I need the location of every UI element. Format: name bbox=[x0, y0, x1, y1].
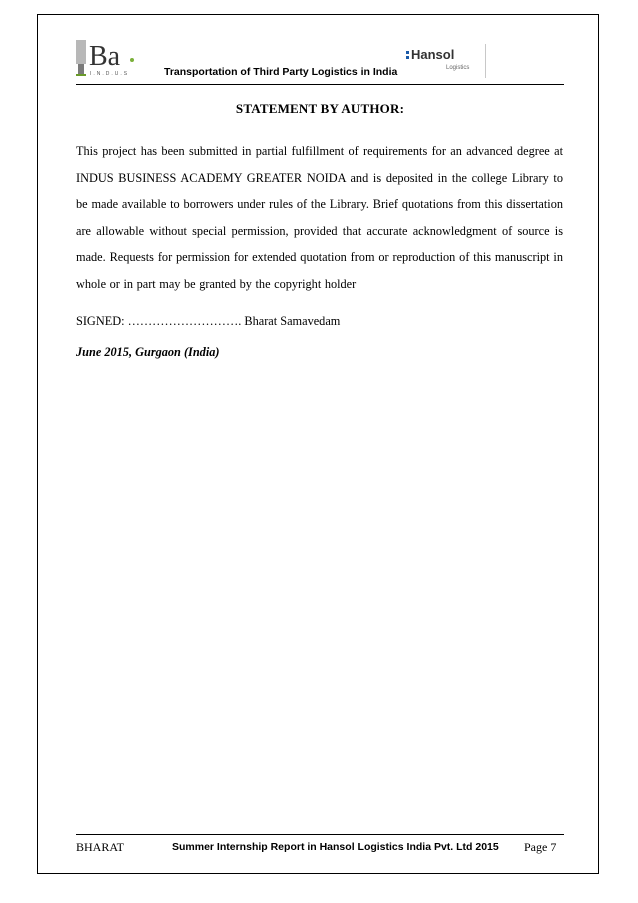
date-place: June 2015, Gurgaon (India) bbox=[76, 345, 220, 359]
logo-ba-subtext: I.N.D.U.S bbox=[90, 71, 130, 77]
header-rule bbox=[76, 84, 564, 85]
statement-heading: STATEMENT BY AUTHOR: bbox=[235, 101, 405, 116]
indus-ba-logo bbox=[76, 40, 160, 78]
hansol-logo-text: Hansol bbox=[411, 47, 455, 62]
logo-ba-text: Ba bbox=[89, 41, 121, 72]
page-header bbox=[76, 40, 564, 90]
header-title: Transportation of Third Party Logistics in India bbox=[164, 66, 398, 78]
hansol-logo-subtext: Logistics bbox=[446, 65, 470, 71]
footer-author: BHARAT bbox=[76, 840, 125, 854]
hansol-logistics-logo bbox=[406, 46, 496, 74]
footer-rule bbox=[76, 834, 564, 835]
statement-body: This project has been submitted in partial fulfillment of requirements for an advanced degree at INDUS BUSINESS ACADEMY GREATER NOIDA and is deposited in the college Library to be made available to borrowers under rules of the Library. Brief quotations from this dissertation are allowable without special permission, provided that accurate acknowledgment of source is made. Requests for permission for extended quotation from or reproduction of this manuscript in whole or in part may be granted by the copyright holder bbox=[76, 144, 563, 291]
signature-line: SIGNED: ………………………. Bharat Samavedam bbox=[76, 314, 341, 328]
footer-page-number: Page 7 bbox=[524, 840, 557, 854]
footer-report-title: Summer Internship Report in Hansol Logistics India Pvt. Ltd 2015 bbox=[172, 841, 499, 853]
